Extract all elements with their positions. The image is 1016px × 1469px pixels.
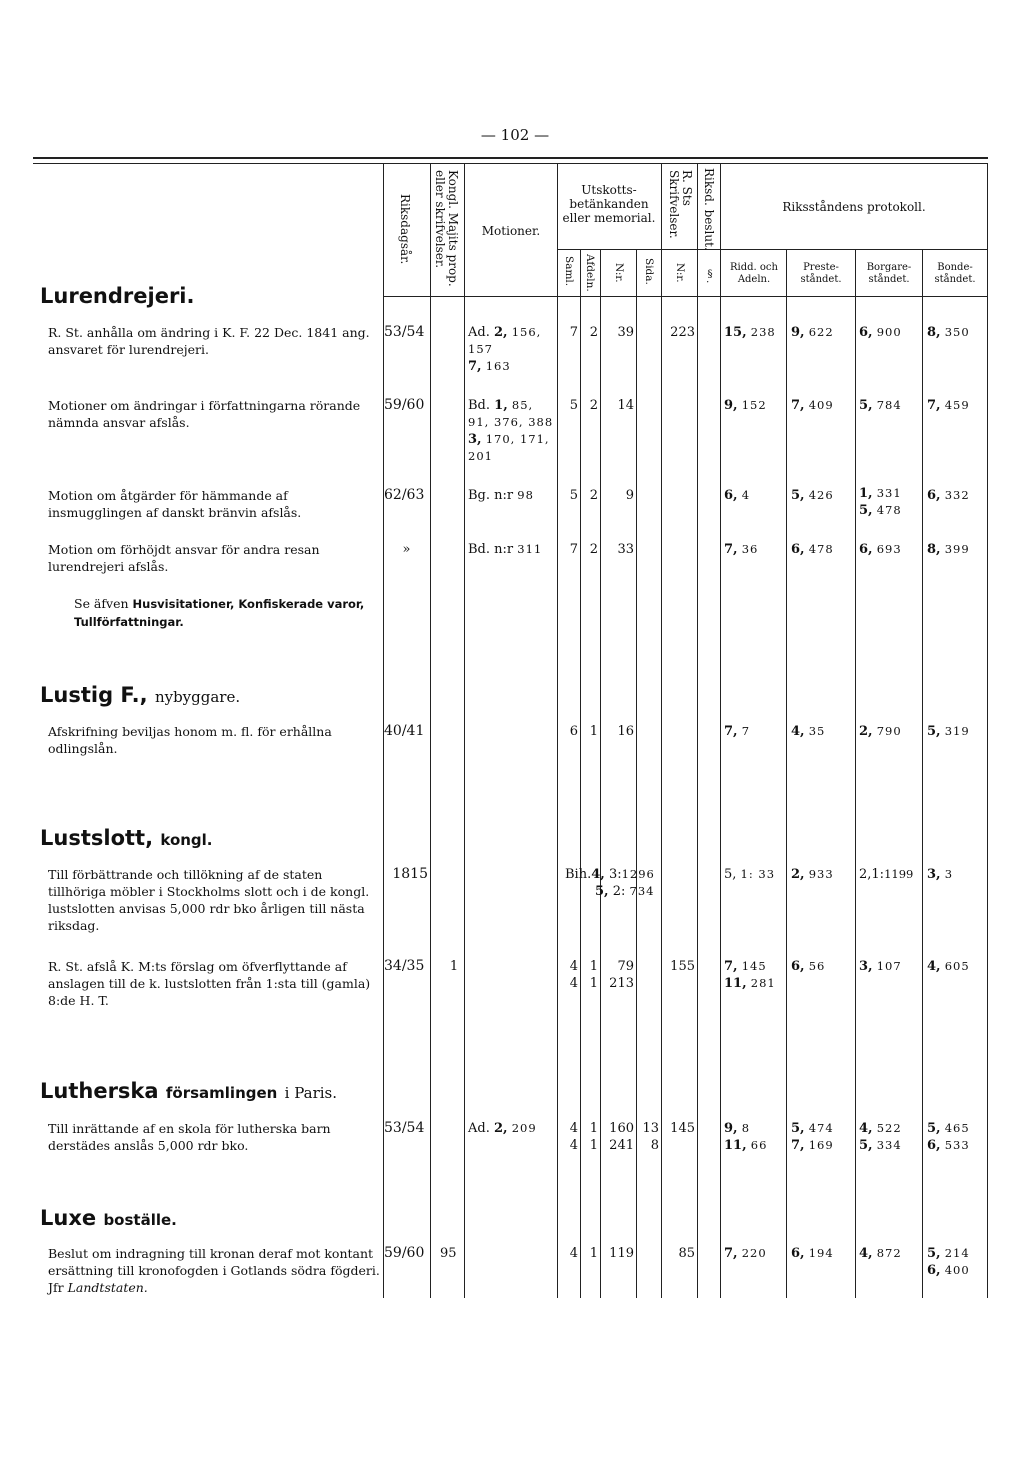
entry-desc: R. St. anhålla om ändring i K. F. 22 Dec. 1841 ang. ansvaret för lurendrejeri. [48,325,370,357]
entry-motion [468,397,556,465]
header-riksd-beslut: Riksd. beslut. [702,168,716,251]
prot-vol: 6, [927,1138,941,1153]
entry-desc: R. St. afslå K. M:ts förslag om öfverflyttande af anslagen till de k. lustslotten från 1:sta till (gamla) 8:de H. T. [48,959,371,1008]
utskott-nr: 33 [617,542,634,557]
col-line-11 [786,249,787,1298]
utskott-afdeln-a: 1 [589,1121,598,1136]
prot-bonde [927,1245,970,1279]
motion-pages: 170, 171, 201 [468,432,550,463]
page-number: — 102 — [480,126,550,144]
prot-vol: 15, [724,325,747,340]
entry-desc [48,1245,381,1296]
prot-prest [791,487,834,504]
prot-bonde [927,397,970,414]
utskott-saml [558,958,578,992]
entry-desc: Motion om förhöjdt ansvar för andra resan lurendrejeri afslås. [48,542,320,574]
prot-vol: 7, [791,1138,805,1153]
utskott-sida [637,1120,659,1154]
utskott-afdeln: 1 [589,724,598,739]
motion-volume: 3, [468,432,482,447]
prot-ridd [724,1120,767,1154]
utskott-saml-b: 4 [569,976,578,991]
bih-label: Bih. [565,867,592,882]
prot-bonde [927,1120,970,1154]
prot-page: 1199 [884,867,914,881]
section-title-lustslott [40,826,213,850]
entry-year: » [402,542,411,557]
prot-page: 214 [944,1246,970,1260]
prot-vol: 6, [859,325,873,340]
header-utskott-nr: N:r. [613,263,625,283]
prot-page: 933 [808,867,834,881]
prot-vol: 7, [724,542,738,557]
section-subtitle: nybyggare. [154,688,241,706]
prot-page: 220 [741,1246,767,1260]
rsts-nr: 155 [670,959,695,974]
prot-vol: 7, [724,724,738,739]
prot-page: 790 [876,724,902,738]
prot-prest [791,324,834,341]
prot-vol: 7, [927,398,941,413]
entry-desc-ref: Landtstaten. [67,1280,148,1295]
prot-page: 145 [741,959,767,973]
header-riksd-sign: §. [704,268,716,284]
entry-motion [468,541,542,558]
prot-page: 8 [741,1121,751,1135]
entry-desc: Till förbättrande och tillökning af de staten tillhöriga möbler i Stockholms slott och i de kongl. lustslotten anvisas 5,000 rdr bko årligen till nästa riksdag. [48,867,370,933]
rsts-nr: 85 [678,1246,695,1261]
utskott-saml: 4 [569,1246,578,1261]
prot-vol: 5, [859,503,873,518]
prot-vol: 2, [859,724,873,739]
prot-vol: 6, [791,959,805,974]
prot-page: 350 [944,325,970,339]
prot-page: 522 [876,1121,902,1135]
header-motioner: Motioner. [481,224,541,238]
prot-vol: 5, [859,1138,873,1153]
prot-prest [791,958,825,975]
entry-year: 1815 [392,866,428,882]
bih-ref [565,866,655,900]
utskott-afdeln [581,958,598,992]
prot-borg [859,541,902,558]
motion-type: Ad. [468,325,490,340]
utskott-saml: 6 [569,724,578,739]
prot-page: 900 [876,325,902,339]
section-subtitle: i Paris. [284,1084,338,1102]
prot-vol: 6, [791,542,805,557]
prot-vol: 4, [859,1121,873,1136]
prot-ridd [724,397,767,414]
utskott-nr [601,958,634,992]
prot-page: 281 [750,976,776,990]
prot-page: 478 [876,503,902,517]
prot-vol: 8, [927,325,941,340]
prot-page: 319 [944,724,970,738]
prot-vol: 4, [791,724,805,739]
utskott-nr [601,1120,634,1154]
prot-vol: 6, [791,1246,805,1261]
prot-vol: 9, [724,398,738,413]
prot-page: 533 [944,1138,970,1152]
prot-page: 3 [944,867,954,881]
col-line-3 [464,163,465,1298]
prot-prest [791,866,834,883]
prot-page: 459 [944,398,970,412]
header-utskott-afdeln: Afdeln. [584,254,596,292]
prot-page: 1: 33 [740,867,776,881]
motion-volume: 7, [468,359,482,374]
utskott-nr-a: 160 [609,1121,634,1136]
utskott-sida-a: 13 [642,1121,659,1136]
header-rule [383,296,988,297]
entry-year: 53/54 [384,324,425,340]
header-prest: Preste- ståndet. [800,262,842,285]
bih-vol: 5, [595,884,609,899]
entry-year: 34/35 [384,958,425,974]
prot-vol: 5, [791,488,805,503]
prot-borg [859,1245,902,1262]
section-title-lurendrejeri: Lurendrejeri. [40,284,195,308]
prot-vol: 5, [927,1246,941,1261]
prot-prest [791,397,834,414]
see-also [48,595,381,631]
utskott-nr-b: 213 [609,976,634,991]
utskott-saml: 7 [569,542,578,557]
prot-page: 238 [750,325,776,339]
prot-borg [859,866,913,883]
utskott-saml: 5 [569,488,578,503]
prot-bonde [927,723,970,740]
motion-volume: 2, [493,1121,508,1136]
col-line-14 [987,163,988,1298]
prot-borg [859,397,902,414]
prot-page: 400 [944,1263,970,1277]
prot-page: 693 [876,542,902,556]
prot-prest [791,723,825,740]
prot-ridd [724,487,750,504]
section-title-text: Lustig F., [40,683,148,707]
col-line-9 [697,163,698,1298]
prot-prest [791,1245,834,1262]
entry-desc: Motion om åtgärder för hämmande af insmugglingen af danskt bränvin afslås. [48,488,302,520]
prot-vol: 11, [724,976,747,991]
header-riksdagsar: Riksdagsår. [398,194,412,265]
prot-vol: 5, [791,1121,805,1136]
prot-page: 605 [944,959,970,973]
prot-vol: 6, [927,488,941,503]
col-line-10 [720,163,721,1298]
motion-type: Bd. [468,398,491,413]
motion-pages: 85, 91, 376, 388 [468,398,554,429]
header-utskott-sida: Sida. [643,258,655,285]
prot-ridd [724,723,750,740]
prot-prest [791,1120,834,1154]
prot-page: 478 [808,542,834,556]
header-subrule-protokoll [720,249,988,250]
prot-page: 169 [808,1138,834,1152]
col-line-12 [855,249,856,1298]
kongl-prop: 1 [449,959,459,974]
bih-part: 2: [612,884,626,899]
header-subrule-utskott [557,249,661,250]
entry-year: 40/41 [384,723,425,739]
bih-vol: 4, [591,867,605,882]
rsts-nr: 223 [670,325,695,340]
prot-page: 331 [876,486,902,500]
motion-pages: 156, 157 [468,325,542,356]
header-bonde: Bonde- ståndet. [934,262,976,285]
prot-vol: 6, [859,542,873,557]
prot-vol: 8, [927,542,941,557]
section-subtitle-bold: församlingen [165,1084,278,1102]
prot-page: 35 [808,724,826,738]
prot-vol: 5, [927,1121,941,1136]
section-title-lustig [40,683,240,707]
entry-year: 62/63 [384,487,425,503]
section-title-lutherska [40,1079,337,1103]
header-borg: Borgare- ståndet. [866,262,912,285]
prot-ridd [724,958,776,992]
header-rsts-nr: N:r. [674,263,686,283]
utskott-nr: 39 [617,325,634,340]
prot-page: 194 [808,1246,834,1260]
col-line-2 [430,163,431,1298]
prot-bonde [927,541,970,558]
motion-pages: 98 [517,488,534,502]
utskott-nr: 14 [617,398,634,413]
entry-desc: Afskrifning beviljas honom m. fl. för erhållna odlingslån. [48,724,332,756]
motion-pages: 163 [485,359,511,373]
top-rule-thin [33,163,988,164]
entry-year: 59/60 [384,397,425,413]
utskott-afdeln [581,1120,598,1154]
prot-bonde [927,958,970,975]
prot-page: 426 [808,488,834,502]
section-title-text: Lutherska [40,1079,159,1103]
utskott-afdeln: 2 [589,398,598,413]
prot-vol: 7, [724,959,738,974]
motion-volume: 2, [493,325,508,340]
header-utskott-saml: Saml. [563,256,575,287]
entry-desc-text: Beslut om indragning till kronan deraf mot kontant ersättning till kronofogden i Gotlands södra fögderi. Jfr [48,1246,380,1295]
prot-page: 332 [944,488,970,502]
prot-page: 152 [741,398,767,412]
header-utskott: Utskotts- betänkanden eller memorial. [562,183,656,225]
prot-vol: 3, [859,959,873,974]
prot-vol: 6, [927,1263,941,1278]
section-title-text: Luxe [40,1206,97,1230]
section-subtitle: kongl. [160,831,213,849]
prot-vol: 4, [927,959,941,974]
prot-page: 66 [750,1138,768,1152]
prot-vol: 7, [724,1246,738,1261]
prot-vol: 2,1: [859,867,885,882]
prot-page: 474 [808,1121,834,1135]
prot-vol: 4, [859,1246,873,1261]
utskott-afdeln: 2 [589,488,598,503]
utskott-nr-b: 241 [609,1138,634,1153]
prot-ridd [724,866,775,883]
bih-page: 734 [629,884,655,898]
prot-page: 334 [876,1138,902,1152]
utskott-afdeln: 1 [589,1246,598,1261]
section-title-luxe [40,1206,177,1230]
prot-ridd [724,1245,767,1262]
prot-vol: 1, [859,486,873,501]
utskott-nr: 119 [609,1246,634,1261]
prot-ridd [724,324,776,341]
rsts-nr: 145 [670,1121,695,1136]
prot-bonde [927,487,970,504]
col-line-13 [922,249,923,1298]
utskott-saml-b: 4 [569,1138,578,1153]
utskott-afdeln: 2 [589,325,598,340]
entry-year: 59/60 [384,1245,425,1261]
prot-vol: 11, [724,1138,747,1153]
prot-page: 784 [876,398,902,412]
prot-prest [791,541,834,558]
section-subtitle-bold: boställe. [103,1211,177,1229]
utskott-nr: 16 [617,724,634,739]
utskott-nr: 9 [625,488,634,503]
prot-vol: 7, [791,398,805,413]
utskott-saml [558,1120,578,1154]
top-rule [33,157,988,159]
prot-vol: 9, [791,325,805,340]
prot-borg [859,1120,902,1154]
prot-page: 409 [808,398,834,412]
prot-page: 465 [944,1121,970,1135]
section-title-text: Lustslott, [40,826,154,850]
utskott-sida-b: 8 [650,1138,659,1153]
header-protokoll: Riksståndens protokoll. [782,200,926,214]
prot-page: 399 [944,542,970,556]
prot-borg [859,324,902,341]
prot-page: 36 [741,542,759,556]
motion-type: Ad. [468,1121,490,1136]
prot-vol: 5, [724,867,737,882]
prot-vol: 5, [927,724,941,739]
prot-page: 4 [741,488,751,502]
prot-vol: 6, [724,488,738,503]
utskott-saml: 5 [569,398,578,413]
motion-pages: 209 [511,1121,537,1135]
utskott-saml-a: 4 [569,1121,578,1136]
utskott-saml-a: 4 [569,959,578,974]
prot-page: 56 [808,959,826,973]
entry-motion [468,1120,537,1137]
utskott-afdeln: 2 [589,542,598,557]
prot-vol: 3, [927,867,941,882]
utskott-nr-a: 79 [617,959,634,974]
utskott-saml: 7 [569,325,578,340]
prot-page: 7 [741,724,751,738]
utskott-afdeln-a: 1 [589,959,598,974]
prot-page: 872 [876,1246,902,1260]
prot-page: 622 [808,325,834,339]
entry-motion [468,324,556,375]
prot-vol: 9, [724,1121,738,1136]
motion-type: Bd. n:r [468,542,514,557]
prot-bonde [927,866,953,883]
bih-part: 3: [608,867,622,882]
prot-vol: 5, [859,398,873,413]
entry-desc: Motioner om ändringar i författningarna rörande nämnda ansvar afslås. [48,398,361,430]
motion-type: Bg. n:r [468,488,514,503]
kongl-prop: 95 [440,1246,457,1261]
see-also-prefix: Se äfven [74,596,129,611]
utskott-afdeln-b: 1 [589,976,598,991]
entry-year: 53/54 [384,1120,425,1136]
prot-borg [859,723,902,740]
prot-bonde [927,324,970,341]
header-rsts: R. Sts Skrifvelser. [667,170,694,239]
motion-volume: 1, [494,398,508,413]
bih-page: 1296 [621,867,655,881]
header-kongl-prop: Kongl. Majits prop. eller skrifvelser. [433,170,460,287]
see-also-links: Husvisitationer, Konfiskerade varor, Tullförfattningar. [74,597,365,629]
prot-page: 107 [876,959,902,973]
prot-vol: 2, [791,867,805,882]
prot-ridd [724,541,758,558]
motion-pages: 311 [517,542,543,556]
prot-borg [859,485,902,519]
prot-borg [859,958,902,975]
entry-desc: Till inrättande af en skola för lutherska barn derstädes anslås 5,000 rdr bko. [48,1121,331,1153]
header-ridd: Ridd. och Adeln. [730,262,778,285]
utskott-afdeln-b: 1 [589,1138,598,1153]
entry-motion [468,487,534,504]
